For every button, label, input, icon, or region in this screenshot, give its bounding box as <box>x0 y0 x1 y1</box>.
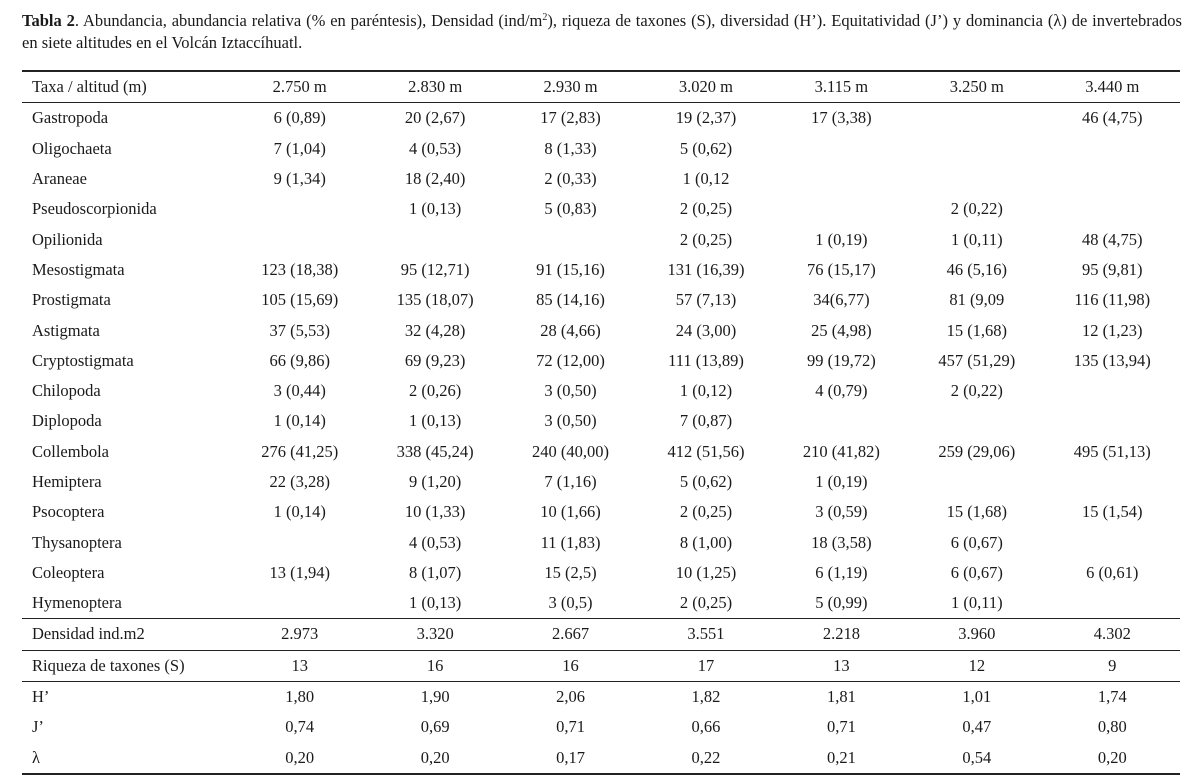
value-cell: 131 (16,39) <box>667 259 745 279</box>
data-table <box>22 70 1180 775</box>
value-cell: 276 (41,25) <box>261 441 339 461</box>
value-cell: 72 (12,00) <box>536 350 605 370</box>
value-cell: 12 (1,23) <box>1082 320 1143 340</box>
value-cell: 9 (1,20) <box>409 472 462 491</box>
table-caption <box>22 10 1182 54</box>
row-label-cell: Diplopoda <box>32 411 102 431</box>
row-label-cell: Mesostigmata <box>32 259 125 279</box>
value-cell: 1 (0,14) <box>273 502 326 522</box>
value-cell: 16 <box>503 650 638 681</box>
value-cell: 9 (1,34) <box>273 169 326 189</box>
value-cell: 2.667 <box>503 619 638 650</box>
value-cell: 17 <box>638 650 773 681</box>
value-cell: 0,47 <box>962 717 992 737</box>
value-cell: 3.320 <box>367 619 502 650</box>
row-label-cell: Densidad ind.m2 <box>22 619 232 650</box>
value-cell: 25 (4,98) <box>811 320 872 340</box>
value-cell: 12 <box>909 650 1044 681</box>
value-cell: 3 (0,44) <box>273 381 326 401</box>
value-cell: 13 <box>232 650 367 681</box>
taxon-row <box>22 285 1180 315</box>
value-cell <box>232 224 367 254</box>
value-cell: 1,80 <box>232 681 367 712</box>
row-label-cell: Araneae <box>32 169 87 189</box>
value-cell: 17 (2,83) <box>540 108 601 128</box>
value-cell: 37 (5,53) <box>269 320 330 340</box>
value-cell <box>909 406 1044 436</box>
taxon-row <box>22 164 1180 194</box>
row-label-cell: H’ <box>22 681 232 712</box>
value-cell <box>1045 134 1180 164</box>
value-cell: 0,66 <box>691 717 721 737</box>
row-label-cell: Oligochaeta <box>32 138 112 158</box>
row-label-cell: Riqueza de taxones (S) <box>22 650 232 681</box>
value-cell: 16 <box>367 650 502 681</box>
value-cell: 2.750 m <box>232 71 367 103</box>
row-label-cell: Psocoptera <box>32 502 105 522</box>
value-cell <box>1045 406 1180 436</box>
value-cell <box>232 527 367 557</box>
value-cell: 15 (1,68) <box>946 502 1008 522</box>
row-label-cell: Thysanoptera <box>32 532 122 552</box>
value-cell: 3 (0,50) <box>544 411 597 431</box>
value-cell: 1 (0,13) <box>409 199 462 219</box>
value-cell: 13 <box>774 650 909 681</box>
value-cell: 48 (4,75) <box>1082 229 1143 249</box>
value-cell: 240 (40,00) <box>532 441 610 461</box>
taxon-row <box>22 255 1180 285</box>
value-cell: 135 (13,94) <box>1073 350 1151 370</box>
value-cell: 2 (0,22) <box>950 199 1003 219</box>
index-row <box>22 681 1180 712</box>
value-cell: 76 (15,17) <box>807 259 876 279</box>
value-cell: 3.250 m <box>909 71 1044 103</box>
value-cell <box>909 467 1044 497</box>
value-cell: 1,81 <box>774 681 909 712</box>
value-cell: 46 (5,16) <box>946 259 1008 279</box>
value-cell <box>1045 164 1180 194</box>
value-cell: 24 (3,00) <box>675 320 737 340</box>
value-cell: 210 (41,82) <box>802 441 880 461</box>
value-cell: 2 (0,33) <box>544 169 597 189</box>
value-cell: 4.302 <box>1045 619 1180 650</box>
value-cell: 5 (0,62) <box>679 472 733 491</box>
caption-text-2: ), riqueza de taxones (S), diversidad (H’). Equitatividad (J’) y dominancia (λ) de invertebrados en siete altitudes en el Volcán Iztaccíhuatl. <box>22 11 1182 52</box>
value-cell: 13 (1,94) <box>269 562 330 582</box>
value-cell: 412 (51,56) <box>667 441 745 461</box>
value-cell: 95 (9,81) <box>1082 259 1143 279</box>
taxon-row <box>22 194 1180 224</box>
value-cell: 0,80 <box>1097 717 1127 737</box>
value-cell: 17 (3,38) <box>811 108 872 128</box>
value-cell: 9 <box>1045 650 1180 681</box>
value-cell: 4 (0,79) <box>815 381 868 401</box>
row-label-cell: Hymenoptera <box>32 593 122 613</box>
value-cell: 0,17 <box>503 743 638 774</box>
value-cell: 0,69 <box>420 717 450 737</box>
value-cell: 3.551 <box>638 619 773 650</box>
value-cell: 2 (0,26) <box>409 381 462 401</box>
value-cell: 457 (51,29) <box>938 350 1016 370</box>
value-cell: 66 (9,86) <box>269 350 330 370</box>
row-label-cell: Hemiptera <box>32 472 102 491</box>
taxon-row <box>22 376 1180 406</box>
value-cell: 2 (0,25) <box>679 593 733 613</box>
value-cell: 18 (2,40) <box>404 169 466 189</box>
value-cell: 6 (0,67) <box>950 532 1003 552</box>
value-cell: 7 (1,04) <box>273 138 326 158</box>
value-cell: 15 (1,68) <box>946 320 1008 340</box>
value-cell <box>232 194 367 224</box>
value-cell <box>774 134 909 164</box>
value-cell <box>232 588 367 619</box>
value-cell: 1,90 <box>367 681 502 712</box>
value-cell: 6 (0,61) <box>1086 562 1139 582</box>
value-cell: 2 (0,22) <box>950 381 1003 401</box>
taxon-row <box>22 467 1180 497</box>
row-label-cell: J’ <box>32 717 44 737</box>
value-cell: 1 (0,14) <box>273 411 326 431</box>
value-cell <box>774 164 909 194</box>
value-cell <box>1045 527 1180 557</box>
value-cell: 28 (4,66) <box>540 320 601 340</box>
taxon-row <box>22 527 1180 557</box>
value-cell: 19 (2,37) <box>675 108 737 128</box>
value-cell: 1 (0,13) <box>409 411 462 431</box>
value-cell: 0,71 <box>826 717 856 737</box>
row-label-cell: Coleoptera <box>32 562 105 582</box>
value-cell: 8 (1,00) <box>679 532 733 552</box>
value-cell: 10 (1,25) <box>675 562 737 582</box>
taxon-row <box>22 224 1180 254</box>
density-row <box>22 619 1180 650</box>
value-cell: 3 (0,59) <box>815 502 868 522</box>
value-cell: 6 (1,19) <box>815 562 868 582</box>
value-cell: 11 (1,83) <box>540 532 601 552</box>
value-cell: 0,21 <box>774 743 909 774</box>
value-cell: 2 (0,25) <box>679 229 733 249</box>
value-cell: 0,74 <box>285 717 315 737</box>
value-cell: 85 (14,16) <box>536 290 605 310</box>
row-label-cell: Pseudoscorpionida <box>32 199 157 219</box>
value-cell: 69 (9,23) <box>404 350 466 370</box>
index-row <box>22 743 1180 774</box>
value-cell <box>909 164 1044 194</box>
value-cell <box>909 103 1044 134</box>
value-cell: 5 (0,99) <box>815 593 868 613</box>
value-cell: 5 (0,62) <box>679 138 733 158</box>
value-cell: 338 (45,24) <box>396 441 474 461</box>
value-cell: 15 (1,54) <box>1082 502 1143 522</box>
value-cell: 3.115 m <box>774 71 909 103</box>
row-label-cell: Taxa / altitud (m) <box>22 71 232 103</box>
value-cell: 3 (0,5) <box>548 593 593 613</box>
value-cell: 111 (13,89) <box>668 350 744 370</box>
value-cell: 15 (2,5) <box>544 562 597 582</box>
value-cell: 18 (3,58) <box>811 532 872 552</box>
value-cell: 57 (7,13) <box>675 290 737 310</box>
value-cell: 1,82 <box>638 681 773 712</box>
value-cell: 3.440 m <box>1045 71 1180 103</box>
value-cell: 1 (0,12) <box>679 381 733 401</box>
value-cell: 10 (1,66) <box>540 502 601 522</box>
value-cell: 2 (0,25) <box>679 199 733 219</box>
value-cell <box>503 224 638 254</box>
value-cell: 0,20 <box>1045 743 1180 774</box>
value-cell: 135 (18,07) <box>396 290 474 310</box>
value-cell <box>1045 376 1180 406</box>
taxon-row <box>22 103 1180 134</box>
row-label-cell: Prostigmata <box>32 290 111 310</box>
value-cell: 34(6,77) <box>813 290 870 310</box>
value-cell: 3 (0,50) <box>544 381 597 401</box>
value-cell: 22 (3,28) <box>269 472 330 491</box>
value-cell: 1 (0,11) <box>951 229 1003 249</box>
value-cell: 0,71 <box>556 717 585 737</box>
value-cell <box>774 194 909 224</box>
value-cell: 8 (1,07) <box>409 562 462 582</box>
value-cell: 10 (1,33) <box>404 502 466 522</box>
taxon-row <box>22 315 1180 345</box>
value-cell <box>1045 467 1180 497</box>
row-label-cell: Collembola <box>32 441 109 461</box>
value-cell: 91 (15,16) <box>536 259 605 279</box>
value-cell: 105 (15,69) <box>261 290 339 310</box>
value-cell: 6 (0,67) <box>950 562 1003 582</box>
value-cell: 0,22 <box>638 743 773 774</box>
taxon-row <box>22 588 1180 619</box>
value-cell: 2.218 <box>774 619 909 650</box>
value-cell: 99 (19,72) <box>807 350 876 370</box>
caption-text-1: . Abundancia, abundancia relativa (% en paréntesis), Densidad (ind/m <box>74 11 543 30</box>
row-label-cell: Chilopoda <box>32 381 101 401</box>
taxon-row <box>22 437 1180 467</box>
value-cell: 20 (2,67) <box>404 108 466 128</box>
caption-label: Tabla 2 <box>22 11 75 30</box>
caption-superscript: 2 <box>542 12 548 23</box>
value-cell <box>1045 194 1180 224</box>
value-cell <box>774 406 909 436</box>
value-cell: 5 (0,83) <box>544 199 597 219</box>
value-cell <box>909 134 1044 164</box>
value-cell: 1 (0,13) <box>409 593 462 613</box>
value-cell: 4 (0,53) <box>409 138 462 158</box>
taxon-row <box>22 406 1180 436</box>
value-cell: 123 (18,38) <box>261 259 339 279</box>
value-cell: 1 (0,19) <box>815 229 868 249</box>
value-cell: 95 (12,71) <box>400 259 470 279</box>
richness-row <box>22 650 1180 681</box>
value-cell: 1,74 <box>1045 681 1180 712</box>
row-label-cell: Astigmata <box>32 320 100 340</box>
table-body <box>22 71 1180 774</box>
value-cell: 0,54 <box>909 743 1044 774</box>
index-row <box>22 712 1180 742</box>
value-cell: 259 (29,06) <box>938 441 1016 461</box>
header-row <box>22 71 1180 103</box>
value-cell: 2.930 m <box>503 71 638 103</box>
value-cell: 81 (9,09 <box>949 290 1005 310</box>
value-cell: 495 (51,13) <box>1073 441 1151 461</box>
value-cell: 1 (0,19) <box>815 472 868 491</box>
taxon-row <box>22 134 1180 164</box>
value-cell: 1 (0,12 <box>682 169 730 189</box>
value-cell: 4 (0,53) <box>409 532 462 552</box>
value-cell: 6 (0,89) <box>273 108 326 128</box>
value-cell: 3.020 m <box>638 71 773 103</box>
taxon-row <box>22 497 1180 527</box>
value-cell: 2 (0,25) <box>679 502 733 522</box>
value-cell: 46 (4,75) <box>1082 108 1143 128</box>
value-cell: 1,01 <box>909 681 1044 712</box>
value-cell: 7 (1,16) <box>544 472 597 491</box>
row-label-cell: λ <box>22 743 232 774</box>
value-cell <box>1045 588 1180 619</box>
value-cell: 1 (0,11) <box>951 593 1003 613</box>
row-label-cell: Gastropoda <box>32 108 109 128</box>
row-label-cell: Cryptostigmata <box>32 350 134 370</box>
value-cell: 116 (11,98) <box>1074 290 1151 310</box>
value-cell: 3.960 <box>909 619 1044 650</box>
value-cell: 32 (4,28) <box>404 320 466 340</box>
value-cell: 0,20 <box>232 743 367 774</box>
taxon-row <box>22 558 1180 588</box>
value-cell: 0,20 <box>367 743 502 774</box>
value-cell: 2.973 <box>232 619 367 650</box>
row-label-cell: Opilionida <box>32 229 103 249</box>
taxon-row <box>22 346 1180 376</box>
value-cell: 2,06 <box>503 681 638 712</box>
value-cell: 8 (1,33) <box>544 138 597 158</box>
value-cell <box>367 224 502 254</box>
value-cell: 2.830 m <box>367 71 502 103</box>
value-cell: 7 (0,87) <box>679 411 733 431</box>
